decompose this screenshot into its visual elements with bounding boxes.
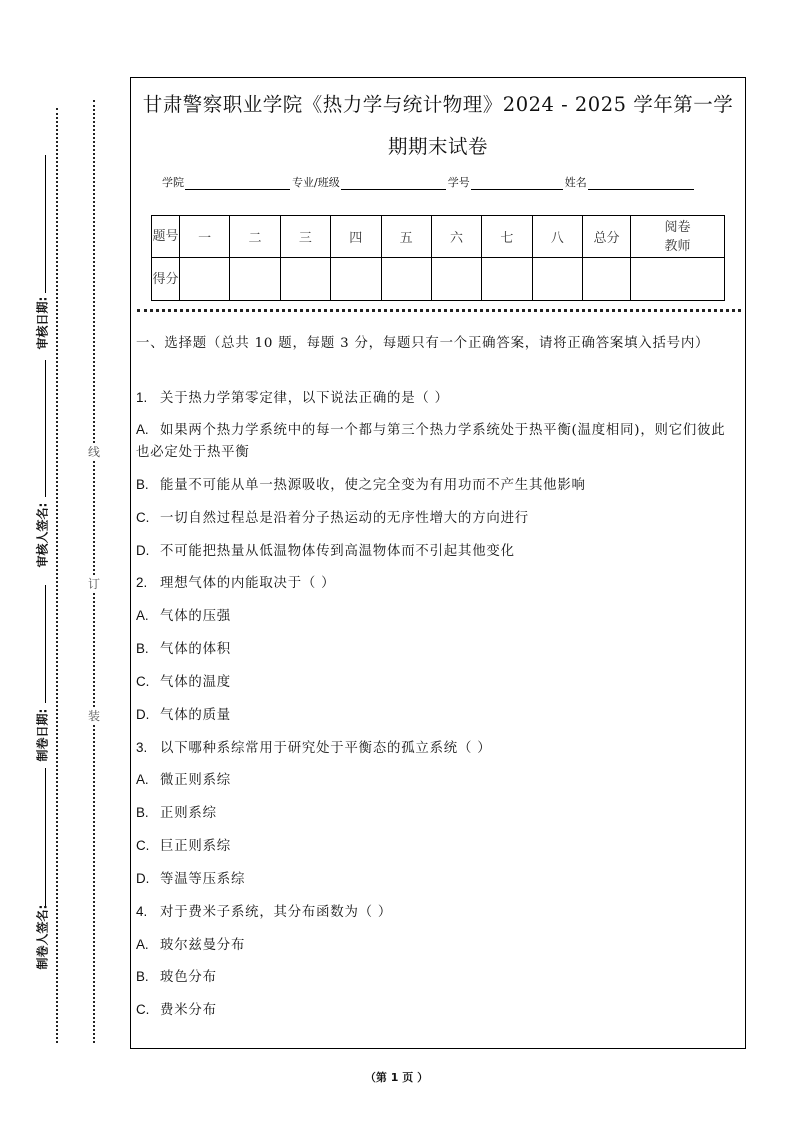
col-header-7: 七 bbox=[482, 216, 532, 258]
option-text: 等温等压系综 bbox=[160, 872, 246, 887]
q2-option-a[interactable] bbox=[136, 605, 739, 624]
option-text: 微正则系综 bbox=[160, 773, 231, 788]
binding-dotted-line-inner bbox=[93, 100, 95, 1043]
q1-option-c[interactable] bbox=[136, 507, 739, 526]
preparer-signature-line[interactable] bbox=[45, 768, 46, 908]
score-cell-3[interactable] bbox=[280, 258, 330, 301]
score-cell-4[interactable] bbox=[331, 258, 381, 301]
col-header-grader bbox=[631, 216, 725, 258]
col-header-5: 五 bbox=[381, 216, 431, 258]
score-cell-2[interactable] bbox=[230, 258, 280, 301]
q1-option-d[interactable] bbox=[136, 540, 739, 559]
reviewer-signature-label: 审核人签名: bbox=[35, 502, 50, 568]
college-field[interactable] bbox=[185, 178, 290, 190]
option-text: 玻尔兹曼分布 bbox=[160, 938, 246, 953]
grader-label-line2: 教师 bbox=[664, 238, 691, 254]
q3-option-b[interactable] bbox=[136, 802, 739, 821]
question-2 bbox=[136, 572, 739, 591]
score-cell-8[interactable] bbox=[532, 258, 582, 301]
score-cell-total[interactable] bbox=[583, 258, 631, 301]
col-header-8: 八 bbox=[532, 216, 582, 258]
option-text: 不可能把热量从低温物体传到高温物体而不引起其他变化 bbox=[160, 544, 515, 559]
option-key: C. bbox=[136, 510, 150, 525]
binding-mark-zhuang: 装 bbox=[87, 709, 100, 723]
option-key: A. bbox=[136, 608, 149, 623]
option-text: 巨正则系综 bbox=[160, 839, 231, 854]
binding-mark-ding: 订 bbox=[87, 577, 100, 591]
q1-option-b[interactable] bbox=[136, 474, 739, 493]
score-row-header: 得分 bbox=[152, 258, 180, 301]
option-key: C. bbox=[136, 674, 150, 689]
major-class-label: 专业/班级 bbox=[292, 176, 340, 189]
section-heading: 一、选择题（总共 10 题，每题 3 分，每题只有一个正确答案，请将正确答案填入括号内） bbox=[136, 336, 710, 351]
col-header-6: 六 bbox=[431, 216, 481, 258]
q2-option-c[interactable] bbox=[136, 671, 739, 690]
student-info-row bbox=[162, 174, 696, 190]
question-number: 2. bbox=[136, 575, 148, 590]
score-cell-6[interactable] bbox=[431, 258, 481, 301]
option-key: C. bbox=[136, 838, 150, 853]
name-field[interactable] bbox=[588, 178, 694, 190]
option-text: 气体的压强 bbox=[160, 609, 231, 624]
col-header-4: 四 bbox=[331, 216, 381, 258]
col-header-total: 总分 bbox=[583, 216, 631, 258]
review-date-label: 审核日期: bbox=[35, 296, 50, 350]
preparer-signature-label: 制卷人签名: bbox=[35, 904, 50, 970]
option-text: 气体的质量 bbox=[160, 708, 231, 723]
col-header-3: 三 bbox=[280, 216, 330, 258]
question-number: 4. bbox=[136, 904, 148, 919]
option-key: A. bbox=[136, 422, 149, 437]
option-key: B. bbox=[136, 641, 149, 656]
question-text: 关于热力学第零定律，以下说法正确的是（ ） bbox=[160, 391, 449, 406]
question-number: 1. bbox=[136, 390, 148, 405]
score-table bbox=[151, 215, 725, 301]
exam-title-line1: 甘肃警察职业学院《热力学与统计物理》2024 - 2025 学年第一学 bbox=[142, 93, 734, 116]
score-table-header-row bbox=[152, 216, 725, 258]
q4-option-b[interactable] bbox=[136, 966, 739, 985]
college-label: 学院 bbox=[162, 176, 184, 189]
review-date-line[interactable] bbox=[45, 155, 46, 293]
score-table-score-row bbox=[152, 258, 725, 301]
q3-option-a[interactable] bbox=[136, 769, 739, 788]
option-text: 能量不可能从单一热源吸收，使之完全变为有用功而不产生其他影响 bbox=[160, 478, 586, 493]
grader-label-line1: 阅卷 bbox=[664, 219, 691, 235]
q3-option-c[interactable] bbox=[136, 835, 739, 854]
question-4 bbox=[136, 901, 739, 920]
question-text: 理想气体的内能取决于（ ） bbox=[160, 576, 336, 591]
prepare-date-label: 制卷日期: bbox=[35, 708, 50, 762]
q4-option-a[interactable] bbox=[136, 934, 739, 953]
option-key: D. bbox=[136, 871, 150, 886]
question-number-header: 题号 bbox=[152, 216, 180, 258]
score-cell-5[interactable] bbox=[381, 258, 431, 301]
question-text: 对于费米子系统，其分布函数为（ ） bbox=[160, 905, 393, 920]
prepare-date-line[interactable] bbox=[45, 585, 46, 703]
option-key: B. bbox=[136, 805, 149, 820]
score-cell-1[interactable] bbox=[180, 258, 230, 301]
section-separator bbox=[137, 309, 741, 312]
question-3 bbox=[136, 737, 739, 756]
q2-option-b[interactable] bbox=[136, 638, 739, 657]
option-text: 正则系综 bbox=[160, 806, 217, 821]
option-key: A. bbox=[136, 937, 149, 952]
reviewer-signature-line[interactable] bbox=[45, 360, 46, 497]
option-key: D. bbox=[136, 707, 150, 722]
col-header-2: 二 bbox=[230, 216, 280, 258]
option-text: 费米分布 bbox=[160, 1003, 217, 1018]
q1-option-a[interactable] bbox=[136, 419, 739, 464]
option-key: B. bbox=[136, 477, 149, 492]
binding-dotted-line-outer bbox=[56, 108, 58, 1043]
major-class-field[interactable] bbox=[341, 178, 446, 190]
option-key: C. bbox=[136, 1002, 150, 1017]
option-key: A. bbox=[136, 772, 149, 787]
student-id-field[interactable] bbox=[471, 178, 563, 190]
exam-paper-frame bbox=[130, 77, 746, 1049]
question-number: 3. bbox=[136, 740, 148, 755]
page-number: （第 1 页 ） bbox=[364, 1071, 429, 1084]
score-cell-7[interactable] bbox=[482, 258, 532, 301]
q2-option-d[interactable] bbox=[136, 704, 739, 723]
option-text: 气体的体积 bbox=[160, 642, 231, 657]
question-1 bbox=[136, 387, 739, 406]
option-text: 如果两个热力学系统中的每一个都与第三个热力学系统处于热平衡(温度相同)，则它们彼此也必定处于热平衡 bbox=[136, 423, 726, 460]
name-label: 姓名 bbox=[564, 176, 587, 189]
option-text: 玻色分布 bbox=[160, 970, 217, 985]
option-key: D. bbox=[136, 543, 150, 558]
exam-title-line2: 期期末试卷 bbox=[387, 135, 488, 158]
col-header-1: 一 bbox=[180, 216, 230, 258]
option-text: 一切自然过程总是沿着分子热运动的无序性增大的方向进行 bbox=[160, 511, 529, 526]
student-id-label: 学号 bbox=[447, 176, 470, 189]
question-text: 以下哪种系综常用于研究处于平衡态的孤立系统（ ） bbox=[160, 741, 492, 756]
q3-option-d[interactable] bbox=[136, 868, 739, 887]
option-text: 气体的温度 bbox=[160, 675, 231, 690]
q4-option-c[interactable] bbox=[136, 999, 739, 1018]
option-key: B. bbox=[136, 969, 149, 984]
binding-mark-xian: 线 bbox=[87, 445, 100, 459]
score-cell-grader[interactable] bbox=[631, 258, 725, 301]
